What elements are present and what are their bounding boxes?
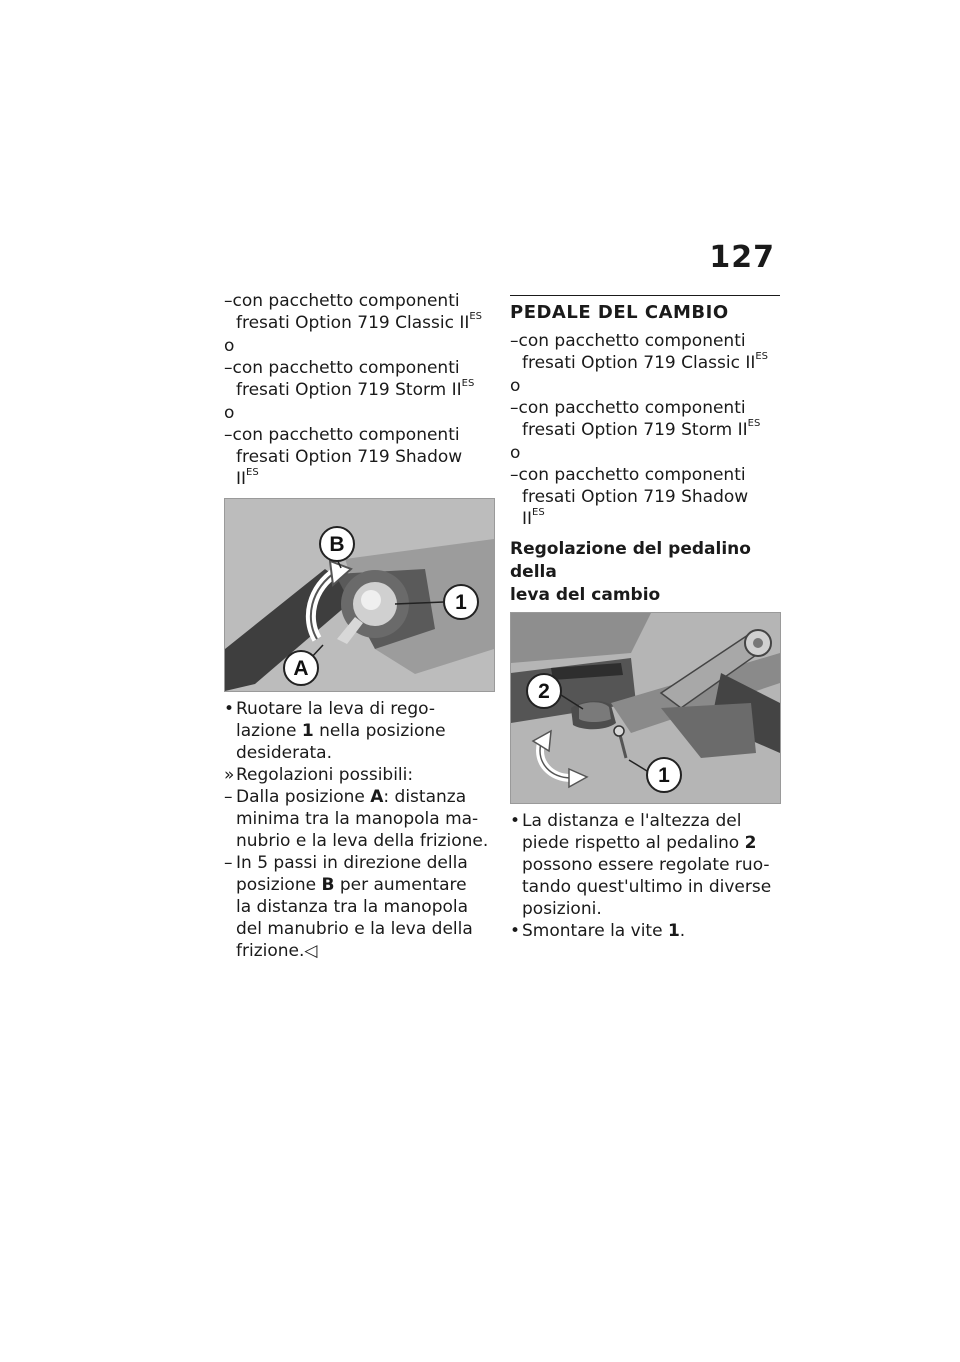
option-separator: o xyxy=(510,443,521,463)
option-line: fresati Option 719 Storm II xyxy=(236,380,462,400)
option-line: fresati Option 719 Shadow xyxy=(522,487,749,507)
dash-item: – In 5 passi in direzione della xyxy=(224,853,468,873)
option-line: –con pacchetto componenti xyxy=(224,358,460,378)
option-storm xyxy=(224,357,494,401)
option-line: –con pacchetto componenti xyxy=(510,398,746,418)
option-line: –con pacchetto componenti xyxy=(224,425,460,445)
left-column: –con pacchetto componenti fresati Option 719 Classic $II^{ES}$ o –con pacchetto componenti fresati Option 719 Storm $II^{ES}$ o –con pacchetto componenti fresati Option 719 Shadow $II^{ES}$ B A 1 • Ruotare la leva di rego- lazione 1 nella posizione desiderata. » Regolazioni possibili: – Dalla posizione A: distanza minima tra la manopola ma- nubrio e la leva della frizione. – In 5 passi in direzione della posizione B per aumentare la distanza tra la manopola del manubrio e la leva della frizione.◁ xyxy=(224,290,494,962)
option-line: fresati Option 719 Classic II xyxy=(236,313,470,333)
option-separator: o xyxy=(224,403,235,423)
label-1: 1 xyxy=(455,591,467,614)
option-classic xyxy=(224,290,494,334)
label-1: 1 xyxy=(658,764,670,787)
shift-pedal-figure xyxy=(510,612,781,804)
option-line: fresati Option 719 Classic II xyxy=(522,353,756,373)
es-marker: ES xyxy=(461,378,475,389)
option-line: fresati Option 719 Shadow xyxy=(236,447,463,467)
option-shadow xyxy=(224,424,494,490)
section-heading: PEDALE DEL CAMBIO xyxy=(510,295,780,324)
es-marker: ES xyxy=(747,418,761,429)
clutch-lever-illustration xyxy=(225,499,494,691)
bullet-item: • Ruotare la leva di rego- xyxy=(224,699,436,719)
option-line: II xyxy=(522,509,533,529)
right-column: PEDALE DEL CAMBIO –con pacchetto componenti fresati Option 719 Classic $II^{ES}$ o –con pacchetto componenti fresati Option 719 Storm $II^{ES}$ o –con pacchetto componenti fresati Option 719 Shadow $II^{ES}$ Regolazione del pedalino della leva del cambio 2 1 • La distanza e l'altezza del piede rispetto al pedalino 2 possono essere regolate ruo- tando quest'ultimo in diverse posizioni. • Smontare la vite 1. xyxy=(510,290,780,942)
option-line: II xyxy=(236,469,247,489)
option-line: fresati Option 719 Storm II xyxy=(522,420,748,440)
dash-item: – Dalla posizione A: distanza xyxy=(224,787,467,807)
label-2: 2 xyxy=(538,680,550,703)
es-marker: ES xyxy=(246,467,259,478)
option-line: –con pacchetto componenti xyxy=(510,331,746,351)
option-line: –con pacchetto componenti xyxy=(510,465,746,485)
option-shadow xyxy=(510,464,780,530)
option-line: –con pacchetto componenti xyxy=(224,291,460,311)
es-marker: ES xyxy=(755,351,769,362)
page-number: 127 xyxy=(709,240,775,275)
option-separator: o xyxy=(510,376,521,396)
label-a: A xyxy=(293,657,309,680)
shift-pedal-illustration xyxy=(511,613,780,803)
option-storm xyxy=(510,397,780,441)
option-classic xyxy=(510,330,780,374)
label-b: B xyxy=(329,533,345,556)
clutch-lever-figure xyxy=(224,498,495,692)
es-marker: ES xyxy=(469,311,483,322)
subsection-heading: Regolazione del pedalino della leva del cambio xyxy=(510,539,751,605)
option-separator: o xyxy=(224,336,235,356)
result-item: » Regolazioni possibili: xyxy=(224,765,414,785)
es-marker: ES xyxy=(532,507,545,518)
bullet-item: • La distanza e l'altezza del xyxy=(510,811,742,831)
bullet-item: • Smontare la vite 1. xyxy=(510,921,686,941)
